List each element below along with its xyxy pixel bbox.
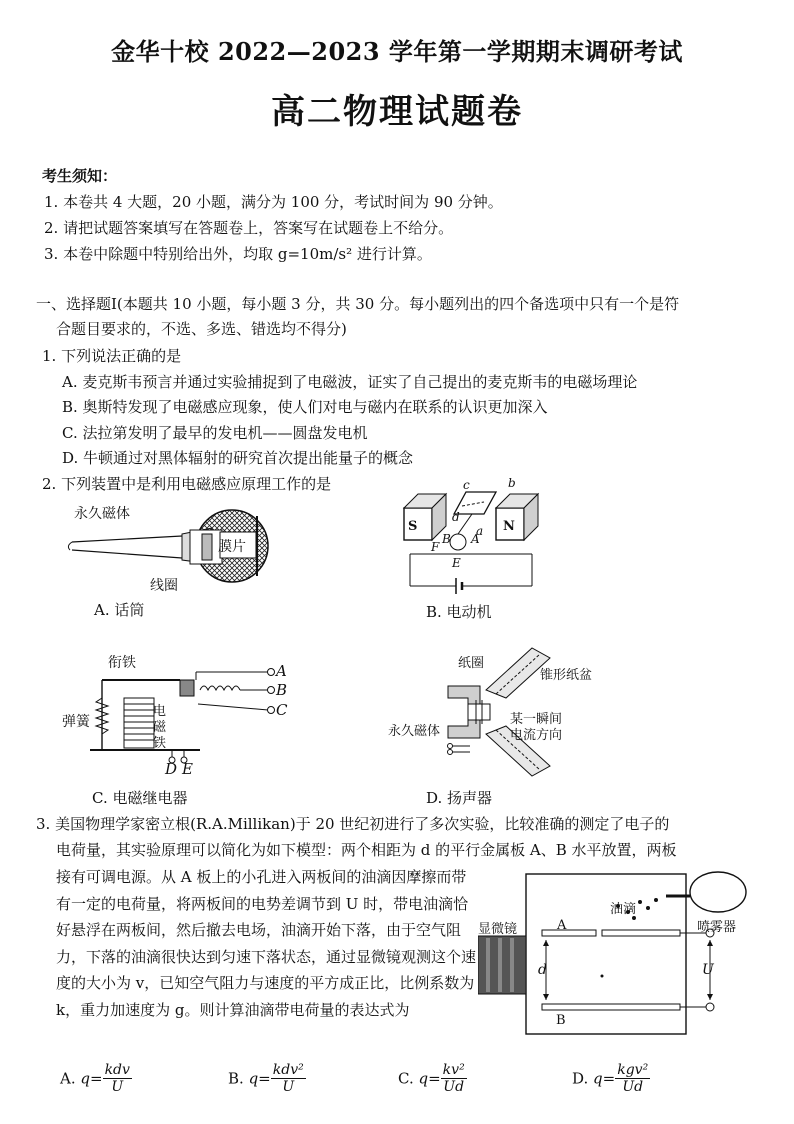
figure-b-caption: B. 电动机 xyxy=(426,603,492,621)
label-d: d xyxy=(452,510,460,524)
label-n: N xyxy=(503,519,515,534)
q3-option-c: C. q= $\frac{\text{kv²}}{Ud}$ xyxy=(398,1062,465,1095)
label-cone: 锥形纸盆 xyxy=(540,668,593,683)
label-paper-coil: 纸圈 xyxy=(458,656,485,671)
exam-subtitle: 高二物理试题卷 xyxy=(271,92,523,132)
q1-stem: 1. 下列说法正确的是 xyxy=(42,347,182,365)
label-magnet: 永久磁体 xyxy=(74,506,130,522)
figure-a-caption: A. 话筒 xyxy=(94,601,145,619)
label-s: S xyxy=(408,519,418,534)
label-plate-a: A xyxy=(557,918,567,933)
q3-line1: 3. 美国物理学家密立根(R.A.Millikan)于 20 世纪初进行了多次实验，比较准确的测定了电子的 xyxy=(36,815,670,833)
notice-item: 2. 请把试题答案填写在答题卷上，答案写在试题卷上不给分。 xyxy=(44,219,454,237)
figure-d-caption: D. 扬声器 xyxy=(426,789,493,807)
label-a: a xyxy=(476,524,484,538)
label-distance-d: d xyxy=(538,962,547,978)
label-armature: 衔铁 xyxy=(108,655,136,671)
label-f: F xyxy=(431,540,440,554)
label-microscope: 显微镜 xyxy=(478,922,518,937)
section-heading-cont: 合题目要求的，不选、多选、错选均不得分) xyxy=(56,320,347,338)
notice-heading: 考生须知： xyxy=(42,167,118,185)
label-permanent-magnet: 永久磁体 xyxy=(388,724,441,739)
label-b: b xyxy=(508,476,516,490)
q3-body: 接有可调电源。从 A 板上的小孔进入两板间的油滴因摩擦而带有一定的电荷量，将两板间的电势差调节到 U 时，带电油滴恰好悬浮在两板间，然后撤去电场，油滴开始下落，由于空气阻力，下落的油滴很快达到匀速下落状态，通过显微镜观测这个速度的大小为 v，已知空气阻力与速度的平方成正比，比例系数为 k，重力加速度为 g。则计算油滴带电荷量的表达式为 xyxy=(56,868,477,1019)
label-b2: B xyxy=(442,532,451,546)
label-coil: 线圈 xyxy=(150,578,178,594)
label-terminal-c: C xyxy=(276,701,288,719)
label-voltage-u: U xyxy=(702,962,714,978)
label-electromagnet: 电 磁 铁 xyxy=(153,704,167,751)
label-oil-drop: 油滴 xyxy=(610,902,637,917)
label-sprayer: 喷雾器 xyxy=(697,920,737,935)
q1-option-b: B. 奥斯特发现了电磁感应现象，使人们对电与磁内在联系的认识更加深入 xyxy=(62,398,548,416)
label-current-direction: 某一瞬间 电流方向 xyxy=(510,712,563,743)
q1-option-d: D. 牛顿通过对黑体辐射的研究首次提出能量子的概念 xyxy=(62,449,414,467)
notice-item: 1. 本卷共 4 大题，20 小题，满分为 100 分，考试时间为 90 分钟。 xyxy=(44,193,503,211)
q3-option-a: A. q= $\frac{\text{kdv}}{U}$ xyxy=(60,1062,130,1095)
exam-title: 金华十校 2022—2023 学年第一学期期末调研考试 xyxy=(111,37,683,66)
q1-option-c: C. 法拉第发明了最早的发电机——圆盘发电机 xyxy=(62,424,368,442)
label-film: 膜片 xyxy=(218,539,246,555)
label-plate-b: B xyxy=(556,1013,566,1028)
label-c: c xyxy=(463,478,470,492)
q3-option-d: D. q= $\frac{\text{kgv²}}{Ud}$ xyxy=(572,1062,649,1095)
label-e: E xyxy=(452,556,461,570)
figure-c-caption: C. 电磁继电器 xyxy=(92,789,188,807)
q3-option-b: B. q= $\frac{\text{kdv²}}{U}$ xyxy=(228,1062,304,1095)
section-heading: 一、选择题Ⅰ(本题共 10 小题，每小题 3 分，共 30 分。每小题列出的四个备选项中只有一个是符 xyxy=(36,295,680,313)
millikan-figure xyxy=(478,868,778,1048)
q2-stem: 2. 下列装置中是利用电磁感应原理工作的是 xyxy=(42,475,332,493)
q1-option-a: A. 麦克斯韦预言并通过实验捕捉到了电磁波，证实了自己提出的麦克斯韦的电磁场理论 xyxy=(62,373,638,391)
label-a2: A xyxy=(471,532,480,546)
label-spring: 弹簧 xyxy=(62,714,90,730)
label-terminal-e: E xyxy=(182,760,193,778)
relay-figure xyxy=(60,658,300,778)
label-terminal-a: A xyxy=(276,662,287,680)
notice-item: 3. 本卷中除题中特别给出外，均取 g=10m/s² 进行计算。 xyxy=(44,245,432,263)
q3-line2: 电荷量，其实验原理可以简化为如下模型：两个相距为 d 的平行金属板 A、B 水平放置，两板 xyxy=(56,841,677,859)
label-terminal-b: B xyxy=(276,681,288,699)
label-terminal-d: D xyxy=(165,760,178,778)
